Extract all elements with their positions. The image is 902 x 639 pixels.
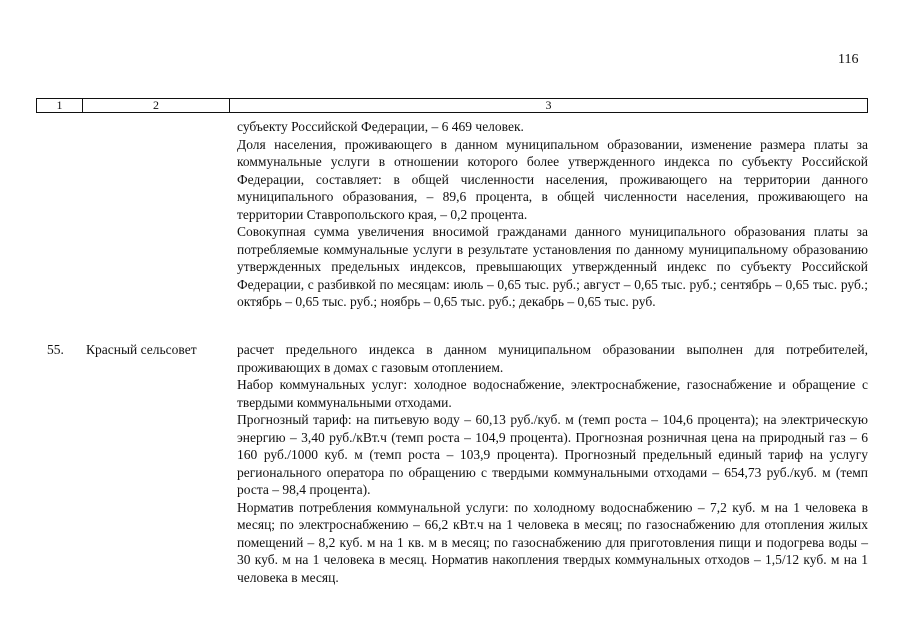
row-number: 55. — [47, 342, 64, 357]
header-col-3: 3 — [545, 98, 552, 112]
paragraph: расчет предельного индекса в данном муниципальном образовании выполнен для потребителей, проживающих в домах с газовым отоплением. — [237, 342, 868, 375]
table-header-row — [36, 98, 868, 113]
paragraph: Набор коммунальных услуг: холодное водоснабжение, электроснабжение, газоснабжение и обращение с твердыми коммунальными отходами. — [237, 377, 868, 410]
paragraph: Совокупная сумма увеличения вносимой гражданами данного муниципального образования платы за потребляемые коммунальные услуги в результате установления по данному муниципальному образованию утвержденных предельных индексов, превышающих утвержденный индекс по субъекту Российской Федерации, с разбивкой по месяцам: июль – 0,65 тыс. руб.; август – 0,65 тыс. руб.; сентябрь – 0,65 тыс. руб.; октябрь – 0,65 тыс. руб.; ноябрь – 0,65 тыс. руб.; декабрь – 0,65 тыс. руб. — [237, 224, 868, 309]
continuation-block — [237, 118, 868, 311]
page-number: 116 — [838, 52, 859, 67]
header-col-2: 2 — [83, 99, 230, 112]
paragraph: Норматив потребления коммунальной услуги: по холодному водоснабжению – 7,2 куб. м на 1 человека в месяц; по электроснабжению – 66,2 кВт.ч на 1 человека в месяц; по газоснабжению для отопления жилых помещений – 8,2 куб. м на 1 кв. м в месяц; по газоснабжению для приготовления пищи и подогрева воды – 30 куб. м на 1 человека в месяц. Норматив накопления твердых коммунальных отходов – 1,5/12 куб. м на 1 человека в месяц. — [237, 499, 868, 585]
row-55-description — [237, 341, 868, 586]
paragraph: Прогнозный тариф: на питьевую воду – 60,13 руб./куб. м (темп роста – 104,6 процента); на электрическую энергию – 3,40 руб./кВт.ч (темп роста – 104,9 процента). Прогнозная розничная цена на природный газ – 6 160 руб./1000 куб. м (темп роста – 103,9 процента). Прогнозный предельный единый тариф на услугу регионального оператора по обращению с твердыми коммунальными отходами – 654,73 руб./куб. м (темп роста – 98,4 процента). — [237, 412, 868, 497]
municipality-name: Красный сельсовет — [86, 342, 197, 357]
paragraph: субъекту Российской Федерации, – 6 469 человек. — [237, 119, 524, 134]
paragraph: Доля населения, проживающего в данном муниципальном образовании, изменение размера платы за коммунальные услуги в отношении которого более утвержденного индекса по субъекту Российской Федерации, составляет: в общей численности населения, проживающего на территории данного муниципального образования, – 89,6 процента, в общей численности населения, проживающего на территории Ставропольского края, – 0,2 процента. — [237, 136, 868, 222]
header-col-1: 1 — [37, 99, 83, 112]
